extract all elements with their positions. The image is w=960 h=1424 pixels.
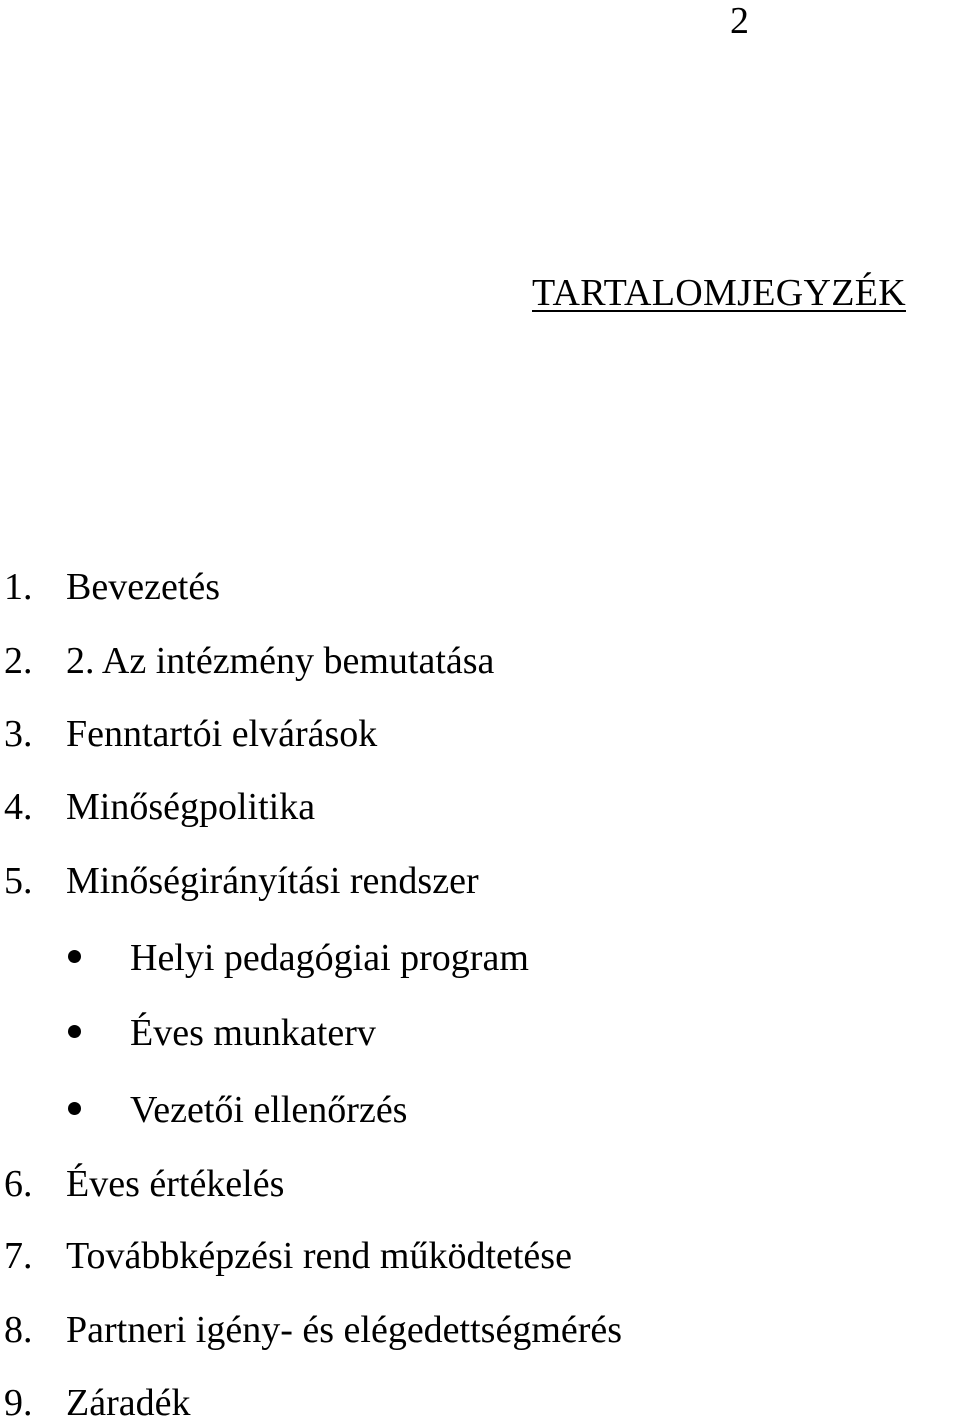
toc-item-text: Továbbképzési rend működtetése bbox=[66, 1235, 572, 1277]
toc-title: TARTALOMJEGYZÉK bbox=[532, 272, 906, 314]
toc-item-number: 9. bbox=[4, 1382, 33, 1424]
toc-item-number: 8. bbox=[4, 1309, 33, 1351]
toc-item-text: Partneri igény- és elégedettségmérés bbox=[66, 1309, 623, 1351]
toc-item-number: 2. bbox=[4, 640, 33, 682]
toc-item-number: 5. bbox=[4, 860, 33, 902]
toc-item-number: 6. bbox=[4, 1163, 33, 1205]
page-number: 2 bbox=[730, 0, 749, 42]
toc-subitem-text: Vezetői ellenőrzés bbox=[130, 1089, 408, 1131]
toc-item-text: Záradék bbox=[66, 1382, 191, 1424]
bullet-icon bbox=[68, 1102, 81, 1115]
toc-item-text: 2. Az intézmény bemutatása bbox=[66, 640, 495, 682]
toc-subitem-text: Helyi pedagógiai program bbox=[130, 937, 529, 979]
toc-item-number: 7. bbox=[4, 1235, 33, 1277]
toc-subitem-text: Éves munkaterv bbox=[130, 1012, 376, 1054]
toc-item-text: Éves értékelés bbox=[66, 1163, 285, 1205]
bullet-icon bbox=[68, 1025, 81, 1038]
bullet-icon bbox=[68, 950, 81, 963]
toc-item-text: Bevezetés bbox=[66, 566, 221, 608]
toc-item-text: Minőségpolitika bbox=[66, 786, 316, 828]
toc-item-number: 4. bbox=[4, 786, 33, 828]
toc-item-text: Minőségirányítási rendszer bbox=[66, 860, 479, 902]
toc-item-number: 1. bbox=[4, 566, 33, 608]
toc-item-text: Fenntartói elvárások bbox=[66, 713, 378, 755]
toc-item-number: 3. bbox=[4, 713, 33, 755]
